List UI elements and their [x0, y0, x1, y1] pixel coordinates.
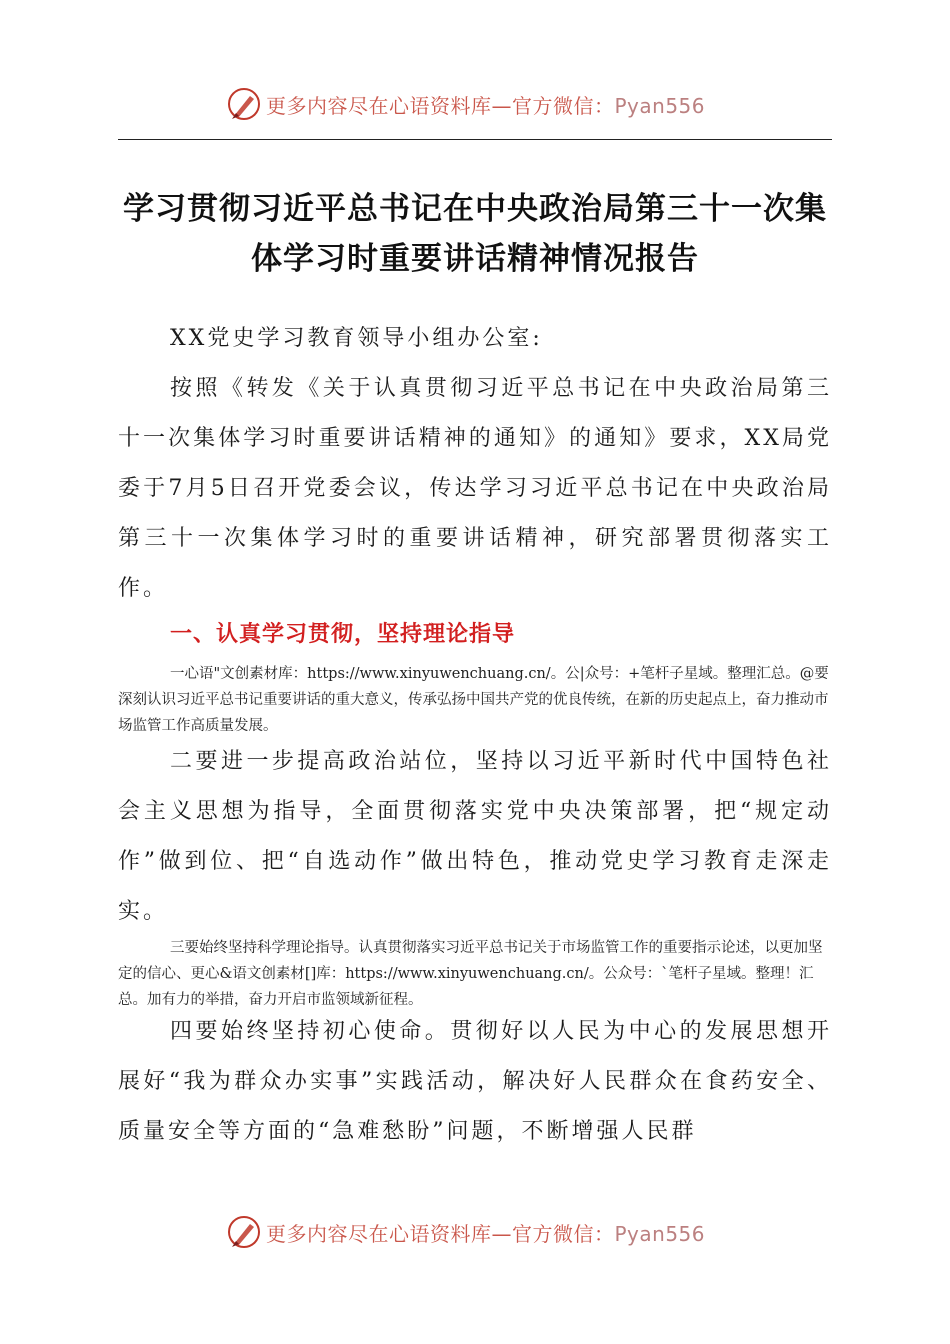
- pen-logo-icon: [226, 86, 262, 122]
- top-watermark-banner: [0, 82, 950, 126]
- wechat-id: Pyan556: [614, 94, 706, 118]
- point-2-paragraph: 二要进一步提高政治站位，坚持以习近平新时代中国特色社会主义思想为指导，全面贯彻落实党中央决策部署，把“规定动作”做到位、把“自选动作”做出特色，推动党史学习教育走深走实。: [118, 749, 832, 924]
- point-4-paragraph: 四要始终坚持初心使命。贯彻好以人民为中心的发展思想开展好“我为群众办实事”实践活动，解决好人民群众在食药安全、质量安全等方面的“急难愁盼”问题，不断增强人民群: [118, 1019, 832, 1144]
- salutation: XX党史学习教育领导小组办公室:: [170, 326, 543, 351]
- wechat-id: Pyan556: [614, 1222, 706, 1246]
- header-rule: [118, 139, 832, 140]
- banner-text: 更多内容尽在心语资料库—官方微信：Pyan556: [266, 94, 706, 118]
- banner-text: 更多内容尽在心语资料库—官方微信：Pyan556: [266, 1222, 706, 1246]
- point-1-paragraph: 一心语"文创素材库：https://www.xinyuwenchuang.cn/。公|众号：+笔杆子星域。整理汇总。@要深刻认识习近平总书记重要讲话的重大意义，传承弘扬中国共产党的优良传统，在新的历史起点上，奋力推动市场监管工作高质量发展。: [118, 666, 829, 734]
- bottom-watermark-banner: [0, 1210, 950, 1254]
- intro-paragraph: 按照《转发《关于认真贯彻习近平总书记在中央政治局第三十一次集体学习时重要讲话精神的通知》的通知》要求，XX局党委于7月5日召开党委会议，传达学习习近平总书记在中央政治局第三十一次集体学习时的重要讲话精神，研究部署贯彻落实工作。: [118, 376, 832, 601]
- point-3-paragraph: 三要始终坚持科学理论指导。认真贯彻落实习近平总书记关于市场监管工作的重要指示论述，以更加坚定的信心、更心&语文创素材[]库：https://www.xinyuwenchuang.cn/。公众号：`笔杆子星域。整理！汇总。加有力的举措，奋力开启市监领域新征程。: [118, 940, 823, 1008]
- pen-logo-icon: [226, 1214, 262, 1250]
- section-heading-1: 一、认真学习贯彻，坚持理论指导: [170, 622, 516, 647]
- document-title: 学习贯彻习近平总书记在中央政治局第三十一次集体学习时重要讲话精神情况报告: [123, 191, 827, 277]
